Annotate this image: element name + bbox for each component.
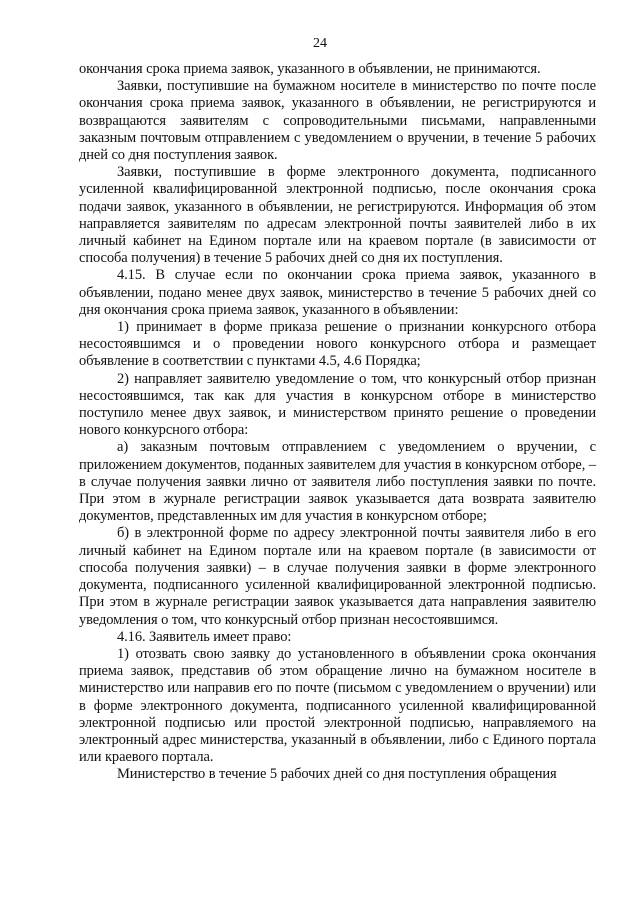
paragraph-ministry-term: Министерство в течение 5 рабочих дней со дня поступления обращения (117, 766, 557, 783)
paragraph-electronic-applications: Заявки, поступившие в форме электронного документа, подписанного усиленной квалифицированной электронной подписью, после окончания срока подачи заявок, указанного в объявлении, не регистрируются. Информация об этом направляется заявителям по адресам электронной почты заявителей либо в их личный кабинет на Едином портале или на краевом портале (в зависимости от способа получения) в течение 5 рабочих дней со дня их поступления. (79, 164, 596, 267)
paragraph-4-16: 4.16. Заявитель имеет право: (117, 628, 292, 645)
paragraph-paper-applications: Заявки, поступившие на бумажном носителе в министерство по почте после окончания срока приема заявок, указанного в объявлении, не регистрируются и возвращаются заявителям с сопроводительными письмами, направленными заказным почтовым отправлением с уведомлением о вручении, в течение 5 рабочих дней со дня поступления заявок. (79, 78, 596, 164)
paragraph-continuation: окончания срока приема заявок, указанного в объявлении, не принимаются. (79, 61, 541, 77)
page-number: 24 (313, 36, 327, 51)
document-body (79, 61, 596, 784)
paragraph-4-16-item-1: 1) отозвать свою заявку до установленного в объявлении срока окончания приема заявок, представив об этом обращение лично на бумажном носителе в министерство или направив его по почте (письмом с уведомлением о вручении) или в форме электронного документа, подписанного усиленной квалифицированной электронной подписью или простой электронной подписью, направляемого на электронный адрес министерства, указанный в объявлении, либо с Единого портала или краевого портала. (79, 645, 596, 766)
paragraph-4-15: 4.15. В случае если по окончании срока приема заявок, указанного в объявлении, подано менее двух заявок, министерство в течение 5 рабочих дней со дня окончания срока приема заявок, указанного в объявлении: (79, 267, 596, 318)
paragraph-4-15-item-1: 1) принимает в форме приказа решение о признании конкурсного отбора несостоявшимся и о проведении нового конкурсного отбора и размещает объявление в соответствии с пунктами 4.5, 4.6 Порядка; (79, 319, 596, 370)
paragraph-4-15-item-2a: а) заказным почтовым отправлением с уведомлением о вручении, с приложением документов, поданных заявителем для участия в конкурсном отборе, – в случае получения заявки лично от заявителя либо поступления заявки по почте. При этом в журнале регистрации заявок указывается дата возврата заявителю документов, представленных им для участия в конкурсном отборе; (79, 439, 596, 525)
paragraph-4-15-item-2b: б) в электронной форме по адресу электронной почты заявителя либо в его личный кабинет на Едином портале или на краевом портале (в зависимости от способа получения заявки) – в случае получения заявки в форме электронного документа, подписанного усиленной квалифицированной электронной подписью. При этом в журнале регистрации заявок указывается дата направления заявителю уведомления о том, что конкурсный отбор признан несостоявшимся. (79, 525, 596, 628)
paragraph-4-15-item-2: 2) направляет заявителю уведомление о том, что конкурсный отбор признан несостоявшимся, так как для участия в конкурсном отборе в министерство поступило менее двух заявок, и министерством принято решение о проведении нового конкурсного отбора: (79, 370, 596, 439)
